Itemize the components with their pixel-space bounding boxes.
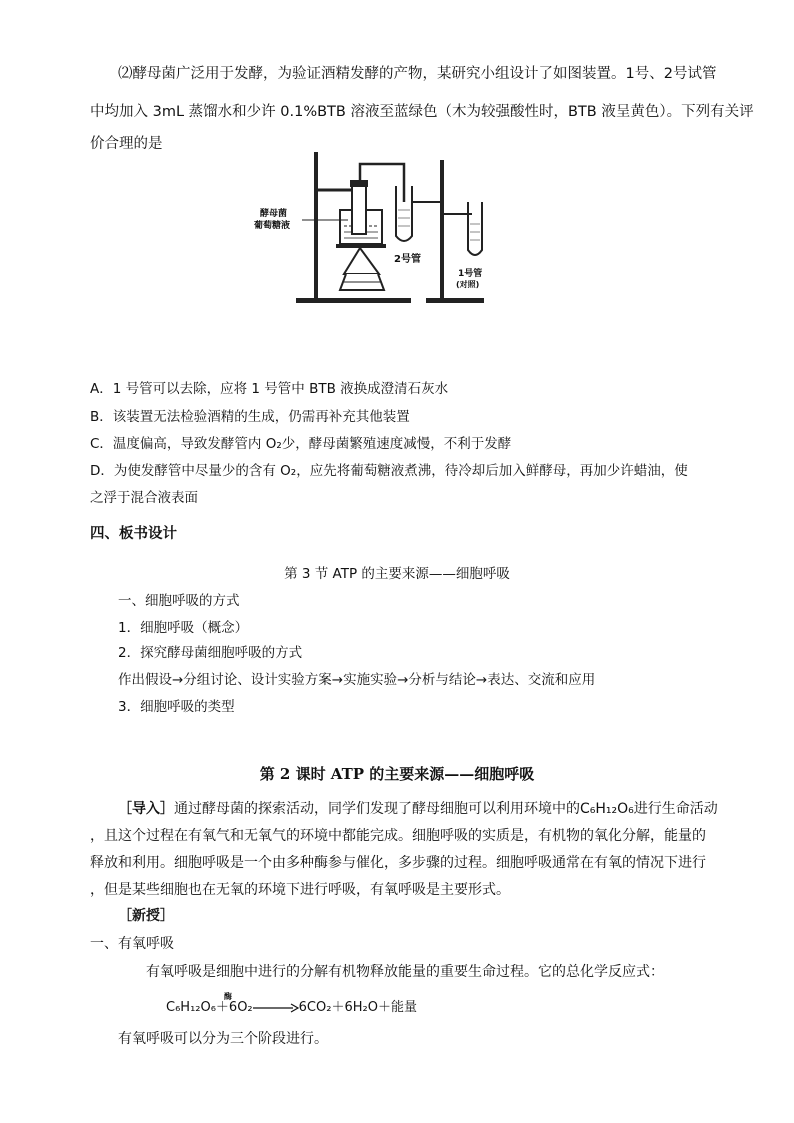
intro-line-1	[118, 799, 718, 819]
option-d-continued: 之浮于混合液表面	[90, 490, 198, 506]
intro-line-4: ，但是某些细胞也在无氧的环境下进行呼吸，有氧呼吸是主要形式。	[90, 882, 510, 898]
label-glucose: 葡萄糖液	[254, 221, 291, 231]
option-b: B．该装置无法检验酒精的生成，仍需再补充其他装置	[90, 409, 410, 425]
stages-text: 有氧呼吸可以分为三个阶段进行。	[118, 1031, 328, 1047]
reaction-arrow-icon	[253, 1003, 299, 1013]
board-item-1: 一、细胞呼吸的方式	[118, 593, 240, 609]
question-line-3: 价合理的是	[90, 136, 163, 152]
label-tube-2: 2号管	[394, 254, 421, 265]
board-item-3: 2．探究酵母菌细胞呼吸的方式	[118, 645, 303, 661]
intro-line-3: 释放和利用。细胞呼吸是一个由多种酶参与催化，多步骤的过程。细胞呼吸通常在有氧的情况下进行	[90, 855, 706, 871]
question-line-2: 中均加入 3mL 蒸馏水和少许 0.1%BTB 溶液至蓝绿色（木为较强酸性时，BTB 液呈黄色）。下列有关评	[90, 104, 754, 120]
label-tube-1: 1号管	[458, 269, 483, 279]
option-a: A．1 号管可以去除，应将 1 号管中 BTB 液换成澄清石灰水	[90, 381, 449, 397]
label-yeast: 酵母菌	[260, 209, 288, 219]
board-item-4: 作出假设→分组讨论、设计实验方案→实施实验→分析与结论→表达、交流和应用	[118, 672, 596, 688]
board-item-2: 1．细胞呼吸（概念）	[118, 620, 249, 636]
equation-enzyme-label: 酶	[224, 992, 232, 1001]
new-lesson-tag: ［新授］	[118, 908, 174, 924]
intro-line-2: ，且这个过程在有氧气和无氧气的环境中都能完成。细胞呼吸的实质是，有机物的氧化分解，能量的	[90, 828, 706, 844]
label-control: (对照)	[456, 280, 480, 289]
board-section-title: 第 3 节 ATP 的主要来源——细胞呼吸	[284, 566, 510, 582]
option-c: C．温度偏高，导致发酵管内 O₂少，酵母菌繁殖速度减慢，不利于发酵	[90, 436, 512, 452]
aerobic-heading: 一、有氧呼吸	[90, 936, 174, 952]
intro-text-1: 通过酵母菌的探索活动，同学们发现了酵母细胞可以利用环境中的C₆H₁₂O₆进行生命活动	[174, 801, 718, 817]
board-design-heading: 四、板书设计	[90, 525, 177, 542]
board-item-5: 3．细胞呼吸的类型	[118, 699, 235, 715]
intro-tag: ［导入］	[118, 801, 174, 817]
aerobic-equation	[166, 996, 417, 1015]
equation-products: 6CO₂＋6H₂O＋能量	[298, 1000, 417, 1015]
aerobic-text: 有氧呼吸是细胞中进行的分解有机物释放能量的重要生命过程。它的总化学反应式：	[146, 964, 664, 980]
fermentation-apparatus-figure	[244, 150, 504, 308]
equation-reactants: C₆H₁₂O₆＋6O₂	[166, 1000, 253, 1015]
question-line-1: ⑵酵母菌广泛用于发酵，为验证酒精发酵的产物，某研究小组设计了如图装置。1号、2号试管	[118, 66, 717, 82]
option-d: D．为使发酵管中尽量少的含有 O₂，应先将葡萄糖液煮沸，待冷却后加入鲜酵母，再加少许蜡油，使	[90, 463, 688, 479]
lesson-2-title: 第 2 课时 ATP 的主要来源——细胞呼吸	[259, 765, 535, 783]
